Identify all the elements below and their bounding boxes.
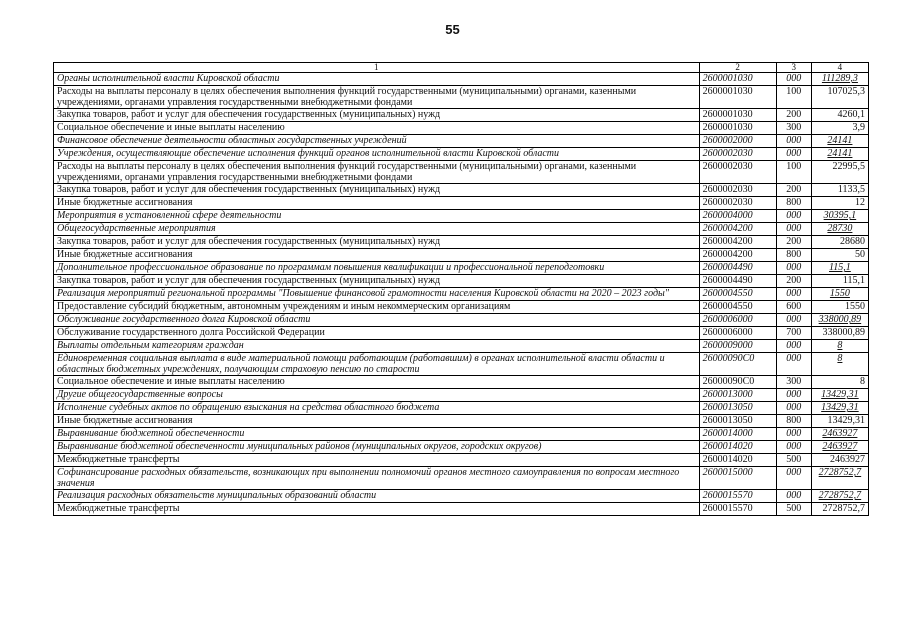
row-code-cell: 2600001030 xyxy=(699,122,776,135)
row-code-cell: 2600004200 xyxy=(699,223,776,236)
row-sum-cell: 13429,31 xyxy=(811,415,868,428)
row-name-cell: Реализация мероприятий региональной программы "Повышение финансовой грамотности населения Кировской области на 2020 – 2023 годы" xyxy=(54,288,700,301)
table-row xyxy=(54,327,869,340)
row-vr-cell: 000 xyxy=(776,340,811,353)
row-sum-cell: 8 xyxy=(811,340,868,353)
row-vr-cell: 000 xyxy=(776,441,811,454)
row-name-cell: Выравнивание бюджетной обеспеченности муниципальных районов (муниципальных округов, городских округов) xyxy=(54,441,700,454)
table-row xyxy=(54,122,869,135)
row-sum-cell: 2463927 xyxy=(811,454,868,467)
row-name-cell: Учреждения, осуществляющие обеспечение исполнения функций органов исполнительной власти Кировской области xyxy=(54,148,700,161)
header-col-3: 3 xyxy=(776,63,811,73)
table-row xyxy=(54,249,869,262)
table-row xyxy=(54,262,869,275)
row-vr-cell: 000 xyxy=(776,223,811,236)
row-sum-cell: 13429,31 xyxy=(811,389,868,402)
table-row xyxy=(54,340,869,353)
header-col-4: 4 xyxy=(811,63,868,73)
row-code-cell: 2600004000 xyxy=(699,210,776,223)
row-name-cell: Реализация расходных обязательств муниципальных образований области xyxy=(54,490,700,503)
row-vr-cell: 000 xyxy=(776,490,811,503)
row-code-cell: 2600004200 xyxy=(699,249,776,262)
row-name-cell: Иные бюджетные ассигнования xyxy=(54,249,700,262)
row-name-cell: Софинансирование расходных обязательств, возникающих при выполнении полномочий органов местного самоуправления по вопросам местного значения xyxy=(54,467,700,490)
header-col-1: 1 xyxy=(54,63,700,73)
row-vr-cell: 100 xyxy=(776,86,811,109)
row-name-cell: Закупка товаров, работ и услуг для обеспечения государственных (муниципальных) нужд xyxy=(54,109,700,122)
row-name-cell: Закупка товаров, работ и услуг для обеспечения государственных (муниципальных) нужд xyxy=(54,275,700,288)
row-vr-cell: 200 xyxy=(776,109,811,122)
row-sum-cell: 2463927 xyxy=(811,441,868,454)
row-code-cell: 2600013050 xyxy=(699,402,776,415)
row-code-cell: 2600013050 xyxy=(699,415,776,428)
row-code-cell: 2600004490 xyxy=(699,262,776,275)
row-vr-cell: 100 xyxy=(776,161,811,184)
table-row xyxy=(54,161,869,184)
table-row xyxy=(54,301,869,314)
row-vr-cell: 000 xyxy=(776,135,811,148)
table-row xyxy=(54,454,869,467)
row-name-cell: Предоставление субсидий бюджетным, автономным учреждениям и иным некоммерческим организациям xyxy=(54,301,700,314)
row-vr-cell: 300 xyxy=(776,122,811,135)
row-sum-cell: 30395,1 xyxy=(811,210,868,223)
row-name-cell: Межбюджетные трансферты xyxy=(54,454,700,467)
row-code-cell: 2600015570 xyxy=(699,503,776,516)
row-code-cell: 2600001030 xyxy=(699,109,776,122)
row-sum-cell: 2463927 xyxy=(811,428,868,441)
row-code-cell: 2600006000 xyxy=(699,314,776,327)
row-name-cell: Иные бюджетные ассигнования xyxy=(54,197,700,210)
row-sum-cell: 1550 xyxy=(811,288,868,301)
row-sum-cell: 1133,5 xyxy=(811,184,868,197)
row-name-cell: Социальное обеспечение и иные выплаты населению xyxy=(54,122,700,135)
table-row xyxy=(54,236,869,249)
table-row xyxy=(54,353,869,376)
row-code-cell: 2600009000 xyxy=(699,340,776,353)
row-name-cell: Мероприятия в установленной сфере деятельности xyxy=(54,210,700,223)
row-sum-cell: 115,1 xyxy=(811,275,868,288)
row-name-cell: Выравнивание бюджетной обеспеченности xyxy=(54,428,700,441)
row-sum-cell: 115,1 xyxy=(811,262,868,275)
row-vr-cell: 500 xyxy=(776,454,811,467)
row-sum-cell: 3,9 xyxy=(811,122,868,135)
table-row xyxy=(54,210,869,223)
table-row xyxy=(54,503,869,516)
row-sum-cell: 50 xyxy=(811,249,868,262)
row-code-cell: 2600014000 xyxy=(699,428,776,441)
table-row xyxy=(54,184,869,197)
header-col-2: 2 xyxy=(699,63,776,73)
row-sum-cell: 8 xyxy=(811,353,868,376)
table-row xyxy=(54,314,869,327)
row-vr-cell: 000 xyxy=(776,467,811,490)
table-row xyxy=(54,223,869,236)
row-vr-cell: 000 xyxy=(776,288,811,301)
row-name-cell: Закупка товаров, работ и услуг для обеспечения государственных (муниципальных) нужд xyxy=(54,236,700,249)
row-code-cell: 2600002030 xyxy=(699,197,776,210)
row-code-cell: 26000090С0 xyxy=(699,376,776,389)
table-row xyxy=(54,86,869,109)
row-sum-cell: 24141 xyxy=(811,148,868,161)
row-name-cell: Общегосударственные мероприятия xyxy=(54,223,700,236)
row-vr-cell: 200 xyxy=(776,275,811,288)
row-vr-cell: 800 xyxy=(776,249,811,262)
row-vr-cell: 000 xyxy=(776,389,811,402)
row-code-cell: 2600013000 xyxy=(699,389,776,402)
row-code-cell: 2600004200 xyxy=(699,236,776,249)
row-code-cell: 2600001030 xyxy=(699,86,776,109)
row-sum-cell: 24141 xyxy=(811,135,868,148)
row-name-cell: Социальное обеспечение и иные выплаты населению xyxy=(54,376,700,389)
table-row xyxy=(54,490,869,503)
table-row xyxy=(54,441,869,454)
table-row xyxy=(54,467,869,490)
budget-table xyxy=(53,62,869,516)
row-name-cell: Органы исполнительной власти Кировской области xyxy=(54,73,700,86)
table-row xyxy=(54,415,869,428)
row-code-cell: 2600002030 xyxy=(699,148,776,161)
row-name-cell: Расходы на выплаты персоналу в целях обеспечения выполнения функций государственными (муниципальными) органами, казенными учреждениями, органами управления государственными внебюджетными фондами xyxy=(54,86,700,109)
table-row xyxy=(54,402,869,415)
table-row xyxy=(54,148,869,161)
row-code-cell: 2600001030 xyxy=(699,73,776,86)
row-sum-cell: 111289,3 xyxy=(811,73,868,86)
row-vr-cell: 200 xyxy=(776,184,811,197)
row-code-cell: 2600002030 xyxy=(699,184,776,197)
row-sum-cell: 8 xyxy=(811,376,868,389)
table-row xyxy=(54,109,869,122)
row-sum-cell: 13429,31 xyxy=(811,402,868,415)
row-sum-cell: 338000,89 xyxy=(811,314,868,327)
row-code-cell: 2600002000 xyxy=(699,135,776,148)
table-header-row xyxy=(54,63,869,73)
row-name-cell: Иные бюджетные ассигнования xyxy=(54,415,700,428)
row-vr-cell: 000 xyxy=(776,428,811,441)
row-name-cell: Выплаты отдельным категориям граждан xyxy=(54,340,700,353)
row-vr-cell: 700 xyxy=(776,327,811,340)
row-code-cell: 26000090С0 xyxy=(699,353,776,376)
table-row xyxy=(54,197,869,210)
row-code-cell: 2600002030 xyxy=(699,161,776,184)
row-name-cell: Обслуживание государственного долга Кировской области xyxy=(54,314,700,327)
row-name-cell: Межбюджетные трансферты xyxy=(54,503,700,516)
row-name-cell: Другие общегосударственные вопросы xyxy=(54,389,700,402)
row-vr-cell: 000 xyxy=(776,353,811,376)
row-sum-cell: 28680 xyxy=(811,236,868,249)
row-vr-cell: 000 xyxy=(776,262,811,275)
row-name-cell: Единовременная социальная выплата в виде материальной помощи работающим (работавшим) в органах исполнительной власти области и областных бюджетных учреждениях, получающим страховую пенсию по старости xyxy=(54,353,700,376)
row-vr-cell: 200 xyxy=(776,236,811,249)
table-row xyxy=(54,389,869,402)
row-vr-cell: 800 xyxy=(776,197,811,210)
row-sum-cell: 338000,89 xyxy=(811,327,868,340)
row-code-cell: 2600006000 xyxy=(699,327,776,340)
page-number: 55 xyxy=(445,22,460,37)
row-code-cell: 2600014020 xyxy=(699,441,776,454)
row-vr-cell: 800 xyxy=(776,415,811,428)
row-code-cell: 2600015570 xyxy=(699,490,776,503)
table-row xyxy=(54,376,869,389)
table-row xyxy=(54,73,869,86)
row-name-cell: Обслуживание государственного долга Российской Федерации xyxy=(54,327,700,340)
row-code-cell: 2600014020 xyxy=(699,454,776,467)
row-vr-cell: 000 xyxy=(776,210,811,223)
row-name-cell: Дополнительное профессиональное образование по программам повышения квалификации и профессиональной переподготовки xyxy=(54,262,700,275)
row-code-cell: 2600004550 xyxy=(699,301,776,314)
row-sum-cell: 1550 xyxy=(811,301,868,314)
table-row xyxy=(54,428,869,441)
row-code-cell: 2600004490 xyxy=(699,275,776,288)
row-sum-cell: 2728752,7 xyxy=(811,503,868,516)
row-sum-cell: 28730 xyxy=(811,223,868,236)
row-vr-cell: 000 xyxy=(776,314,811,327)
table-row xyxy=(54,135,869,148)
row-sum-cell: 107025,3 xyxy=(811,86,868,109)
row-vr-cell: 300 xyxy=(776,376,811,389)
row-sum-cell: 12 xyxy=(811,197,868,210)
row-name-cell: Исполнение судебных актов по обращению взыскания на средства областного бюджета xyxy=(54,402,700,415)
row-sum-cell: 22995,5 xyxy=(811,161,868,184)
row-code-cell: 2600015000 xyxy=(699,467,776,490)
row-sum-cell: 2728752,7 xyxy=(811,467,868,490)
row-code-cell: 2600004550 xyxy=(699,288,776,301)
row-vr-cell: 600 xyxy=(776,301,811,314)
table-row xyxy=(54,275,869,288)
row-name-cell: Финансовое обеспечение деятельности областных государственных учреждений xyxy=(54,135,700,148)
table-row xyxy=(54,288,869,301)
row-vr-cell: 000 xyxy=(776,402,811,415)
row-sum-cell: 2728752,7 xyxy=(811,490,868,503)
row-vr-cell: 000 xyxy=(776,73,811,86)
row-name-cell: Закупка товаров, работ и услуг для обеспечения государственных (муниципальных) нужд xyxy=(54,184,700,197)
row-sum-cell: 4260,1 xyxy=(811,109,868,122)
row-vr-cell: 000 xyxy=(776,148,811,161)
row-name-cell: Расходы на выплаты персоналу в целях обеспечения выполнения функций государственными (муниципальными) органами, казенными учреждениями, органами управления государственными внебюджетными фондами xyxy=(54,161,700,184)
row-vr-cell: 500 xyxy=(776,503,811,516)
